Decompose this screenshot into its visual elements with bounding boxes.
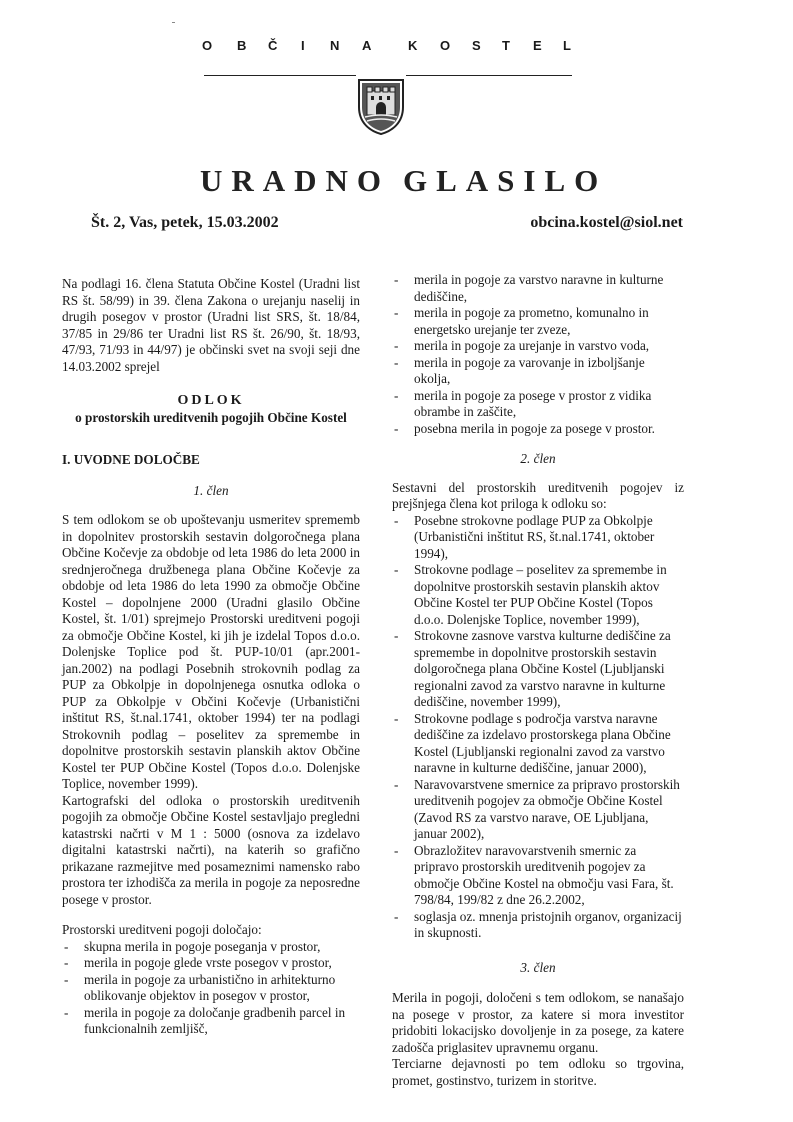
intro-paragraph: Na podlagi 16. člena Statuta Občine Kostel (Uradni list RS št. 58/99) in 39. člena Zakona o urejanju naselij in drugih posegov v prostor (Uradni list SRS, št. 18/84, 37/85 in 29/86 ter Uradni list RS št. 26/90, št. 18/93, 47/93, 71/93 in 44/97) je občinski svet na svoji seji dne 14.03.2002 sprejel xyxy=(62,276,360,374)
odlok-title: ODLOK xyxy=(177,393,245,408)
section-heading: I. UVODNE DOLOČBE xyxy=(62,452,200,467)
list-item: - merila in pogoje za posege v prostor z vidika obrambe in zaščite, xyxy=(392,388,684,421)
attachments-list xyxy=(392,513,684,942)
article-1-paragraph-3: Prostorski ureditveni pogoji določajo: xyxy=(62,922,262,937)
list-item: - Posebne strokovne podlage PUP za Obkolpje (Urbanistični inštitut RS, št.nal.1741, oktober 1994), xyxy=(392,513,684,563)
list-item: - Strokovne podlage – poselitev za spremembe in dopolnitve prostorskih sestavin planskih aktov Občine Kostel ter PUP Občine Kostel (Topos d.o.o. Dolenjske Toplice, november 1999), xyxy=(392,562,684,628)
email-address: obcina.kostel@siol.net xyxy=(530,214,683,231)
coat-of-arms-icon xyxy=(356,77,406,135)
list-item: - skupna merila in pogoje poseganja v prostor, xyxy=(62,939,360,956)
issue-line: Št. 2, Vas, petek, 15.03.2002 xyxy=(91,214,279,231)
masthead-letter: I xyxy=(301,38,305,53)
list-item: - Strokovne zasnove varstva kulturne dediščine za spremembe in dopolnitve prostorskih sestavin dolgoročnega plana Občine Kostel (Ljubljanski regionalni zavod za varstvo naravne in kulturne dediščine, november 1999), xyxy=(392,628,684,711)
column-right xyxy=(392,272,684,1089)
article-heading: 3. člen xyxy=(520,959,556,975)
article-2-intro: Sestavni del prostorskih ureditvenih pogojev iz prejšnjega člena kot priloga k odloku so: xyxy=(392,479,684,511)
list-item: - merila in pogoje za prometno, komunalno in energetsko urejanje ter zveze, xyxy=(392,305,684,338)
article-heading: 2. člen xyxy=(520,451,556,466)
odlok-subtitle: o prostorskih ureditvenih pogojih Občine Kostel xyxy=(75,409,347,425)
article-heading: 1. člen xyxy=(193,482,229,498)
list-item: - merila in pogoje za urejanje in varstvo voda, xyxy=(392,338,684,355)
masthead-rule-right xyxy=(406,75,572,76)
masthead-letter: T xyxy=(502,38,510,53)
scan-mark xyxy=(172,22,175,23)
masthead-letter: Č xyxy=(268,38,278,53)
masthead-letter: A xyxy=(362,38,372,53)
list-item: - posebna merila in pogoje za posege v prostor. xyxy=(392,421,684,438)
masthead-rule-left xyxy=(204,75,356,76)
masthead-letter: O xyxy=(440,38,451,53)
conditions-list-right xyxy=(392,272,684,437)
masthead-letter: L xyxy=(563,38,571,53)
list-item: - soglasja oz. mnenja pristojnih organov, organizacij in skupnosti. xyxy=(392,909,684,942)
masthead-letter: O xyxy=(202,38,213,53)
list-item: - merila in pogoje glede vrste posegov v prostor, xyxy=(62,955,360,972)
list-item: - merila in pogoje za varovanje in izboljšanje okolja, xyxy=(392,355,684,388)
masthead-letter: N xyxy=(330,38,340,53)
conditions-list-left xyxy=(62,939,360,1038)
masthead-letter: E xyxy=(533,38,542,53)
column-left xyxy=(62,276,360,1038)
list-item: - Naravovarstvene smernice za pripravo prostorskih ureditvenih pogojev za območje Občine Kostel (Zavod RS za varstvo narave, OE Ljubljana, januar 2002), xyxy=(392,777,684,843)
article-3-paragraph-1: Merila in pogoji, določeni s tem odlokom, se nanašajo na posege v prostor, za katere si mora investitor pridobiti lokacijsko dovoljenje in za posege, za katere zadošča priglasitev upravnemu organu. xyxy=(392,990,684,1055)
list-item: - Obrazložitev naravovarstvenih smernic za pripravo prostorskih ureditvenih pogojev za območje Občine Kostel na območju vasi Fara, št. 798/84, 199/82 z dne 26.2.2002, xyxy=(392,843,684,909)
masthead-letter: K xyxy=(408,38,418,53)
list-item: - merila in pogoje za urbanistično in arhitekturno oblikovanje objektov in posegov v prostor, xyxy=(62,972,360,1005)
page-title-left: URADNO xyxy=(200,163,391,198)
masthead-letter: S xyxy=(472,38,481,53)
list-item: - merila in pogoje za določanje gradbenih parcel in funkcionalnih zemljišč, xyxy=(62,1005,360,1038)
article-1-paragraph-1: S tem odlokom se ob upoštevanju usmeritev sprememb in dopolnitev prostorskih sestavin dolgoročnega plana Občine Kočevje za obdobje od leta 1986 do leta 2000 in srednjeročnega družbenega plana Občine Kočevje za obdobje od leta 1986 do leta 1990 za območje Občine Kostel – dopolnjene 2000 (Uradni glasilo Občine Kostel, št. 1/01) sprejmejo Prostorski ureditveni pogoji za območje Občine Kostel, ki jih je izdelal Topos d.o.o. Dolenjske Toplice pod št. PUP-10/01 (apr.2001- jan.2002) na podlagi Posebnih strokovnih podlag za PUP za Obkolpje in dopolnjenega osnutka odloka o PUP za Obkolpje v Občini Kočevje (Urbanistični inštitut RS, št.nal.1741, oktober 1994) ter na podlagi Strokovnih podlag – poselitev za spremembe in dopolnitve prostorskih sestavin planskih aktov Občine Kostel ter PUP Občine Kostel (Topos d.o.o. Dolenjske Toplice, november 1999). xyxy=(62,512,360,791)
page-title-right: GLASILO xyxy=(403,163,608,198)
article-3-paragraph-2: Terciarne dejavnosti po tem odloku so trgovina, promet, gostinstvo, turizem in storitve. xyxy=(392,1056,684,1088)
article-1-paragraph-2: Kartografski del odloka o prostorskih ureditvenih pogojih za območje Občine Kostel sestavljajo pregledni katastrski načrti v M 1 : 5000 (osnova za izdelavo digitalni katastrski načrti), na katerih so grafično prikazane razmejitve med posameznimi namensko rabo prostora ter izhodišča za merila in pogoje za neposredne posege v prostor. xyxy=(62,792,360,907)
list-item: - merila in pogoje za varstvo naravne in kulturne dediščine, xyxy=(392,272,684,305)
list-item: - Strokovne podlage s področja varstva naravne dediščine za izdelavo prostorskega plana Občine Kostel (Ljubljanski regionalni zavod za varstvo naravne in kulturne dediščine, januar 2000), xyxy=(392,711,684,777)
masthead-letter: B xyxy=(237,38,247,53)
